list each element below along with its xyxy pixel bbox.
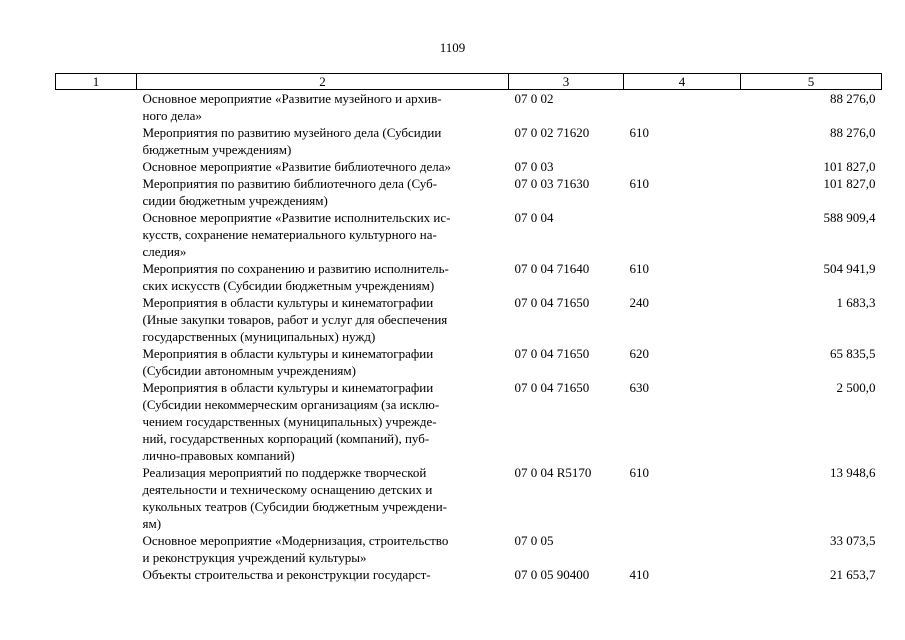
row-name-line: Основное мероприятие «Развитие музейного и архив- bbox=[142, 91, 442, 106]
row-name-line: сидии бюджетным учреждениям) bbox=[142, 193, 328, 208]
row-code-cell: 07 0 02 71620 bbox=[514, 125, 590, 140]
row-amount-cell: 65 835,5 bbox=[830, 346, 876, 361]
row-name-cell bbox=[137, 175, 509, 209]
row-index-cell bbox=[56, 209, 137, 260]
row-name-line: Объекты строительства и реконструкции государст- bbox=[142, 567, 431, 582]
header-row bbox=[56, 74, 882, 90]
row-name-cell bbox=[137, 532, 509, 566]
row-amount-cell: 588 909,4 bbox=[823, 210, 876, 225]
row-index-cell bbox=[56, 464, 137, 532]
row-amount-cell: 2 500,0 bbox=[836, 380, 876, 395]
row-name-line: (Субсидии автономным учреждениям) bbox=[142, 363, 356, 378]
row-name-line: Реализация мероприятий по поддержке творческой bbox=[142, 465, 427, 480]
row-name-line: Основное мероприятие «Модернизация, строительство bbox=[142, 533, 449, 548]
row-name-cell bbox=[137, 345, 509, 379]
table-row bbox=[56, 124, 882, 158]
row-expense-type-cell: 610 bbox=[629, 176, 649, 191]
row-index-cell bbox=[56, 158, 137, 175]
row-expense-type-cell: 610 bbox=[629, 125, 649, 140]
row-name-cell bbox=[137, 379, 509, 464]
row-index-cell bbox=[56, 532, 137, 566]
row-code-cell: 07 0 04 bbox=[514, 210, 554, 225]
row-name-line: Мероприятия в области культуры и кинематографии bbox=[142, 346, 434, 361]
row-name-line: деятельности и техническому оснащению детских и bbox=[142, 482, 433, 497]
row-code-cell: 07 0 03 bbox=[514, 159, 554, 174]
row-amount-cell: 88 276,0 bbox=[830, 91, 876, 106]
row-amount-cell: 101 827,0 bbox=[823, 176, 876, 191]
row-code-cell: 07 0 05 bbox=[514, 533, 554, 548]
row-name-line: ям) bbox=[142, 516, 162, 531]
table-row bbox=[56, 175, 882, 209]
row-expense-type-cell bbox=[624, 158, 741, 175]
row-name-cell bbox=[137, 566, 509, 583]
row-code-cell: 07 0 04 R5170 bbox=[514, 465, 592, 480]
row-amount-cell: 21 653,7 bbox=[830, 567, 876, 582]
row-name-line: кусств, сохранение нематериального культурного на- bbox=[142, 227, 437, 242]
table-row bbox=[56, 209, 882, 260]
row-name-line: ских искусств (Субсидии бюджетным учреждениям) bbox=[142, 278, 435, 293]
column-header-1: 1 bbox=[56, 74, 137, 90]
row-name-line: (Субсидии некоммерческим организациям (за исклю- bbox=[142, 397, 440, 412]
row-index-cell bbox=[56, 124, 137, 158]
row-name-line: Основное мероприятие «Развитие исполнительских ис- bbox=[142, 210, 451, 225]
row-name-line: кукольных театров (Субсидии бюджетным учреждени- bbox=[142, 499, 447, 514]
table-row bbox=[56, 90, 882, 125]
row-code-cell: 07 0 04 71640 bbox=[514, 261, 590, 276]
row-amount-cell: 33 073,5 bbox=[830, 533, 876, 548]
row-expense-type-cell bbox=[624, 532, 741, 566]
row-name-cell bbox=[137, 260, 509, 294]
row-index-cell bbox=[56, 566, 137, 583]
row-amount-cell: 1 683,3 bbox=[836, 295, 876, 310]
row-code-cell: 07 0 02 bbox=[514, 91, 554, 106]
column-header-2: 2 bbox=[137, 74, 509, 90]
row-name-cell bbox=[137, 464, 509, 532]
row-name-line: бюджетным учреждениям) bbox=[142, 142, 292, 157]
table-row bbox=[56, 260, 882, 294]
row-name-line: и реконструкция учреждений культуры» bbox=[142, 550, 367, 565]
row-amount-cell: 504 941,9 bbox=[823, 261, 876, 276]
row-name-cell bbox=[137, 90, 509, 125]
row-name-line: лично-правовых компаний) bbox=[142, 448, 295, 463]
row-name-cell bbox=[137, 209, 509, 260]
row-expense-type-cell: 410 bbox=[629, 567, 649, 582]
row-code-cell: 07 0 05 90400 bbox=[514, 567, 590, 582]
budget-table bbox=[55, 73, 882, 583]
row-name-cell bbox=[137, 294, 509, 345]
row-index-cell bbox=[56, 260, 137, 294]
row-expense-type-cell: 610 bbox=[629, 465, 649, 480]
row-name-line: (Иные закупки товаров, работ и услуг для обеспечения bbox=[142, 312, 448, 327]
row-amount-cell: 13 948,6 bbox=[830, 465, 876, 480]
row-expense-type-cell: 630 bbox=[629, 380, 649, 395]
row-amount-cell: 88 276,0 bbox=[830, 125, 876, 140]
row-name-line: ного дела» bbox=[142, 108, 202, 123]
row-name-line: Мероприятия по развитию музейного дела (Субсидии bbox=[142, 125, 442, 140]
row-amount-cell: 101 827,0 bbox=[823, 159, 876, 174]
row-name-line: ний, государственных корпораций (компаний), пуб- bbox=[142, 431, 430, 446]
table-row bbox=[56, 464, 882, 532]
row-expense-type-cell bbox=[624, 209, 741, 260]
column-header-4: 4 bbox=[624, 74, 741, 90]
column-header-5: 5 bbox=[741, 74, 882, 90]
row-expense-type-cell bbox=[624, 90, 741, 125]
row-code-cell: 07 0 04 71650 bbox=[514, 380, 590, 395]
row-name-line: Мероприятия по развитию библиотечного дела (Суб- bbox=[142, 176, 438, 191]
row-index-cell bbox=[56, 294, 137, 345]
row-expense-type-cell: 620 bbox=[629, 346, 649, 361]
row-name-line: Мероприятия в области культуры и кинематографии bbox=[142, 295, 434, 310]
row-name-line: Мероприятия в области культуры и кинематографии bbox=[142, 380, 434, 395]
table-row bbox=[56, 294, 882, 345]
row-expense-type-cell: 240 bbox=[629, 295, 649, 310]
table-body bbox=[56, 90, 882, 584]
row-name-line: Основное мероприятие «Развитие библиотечного дела» bbox=[142, 159, 451, 174]
row-name-line: следия» bbox=[142, 244, 187, 259]
row-name-line: государственных (муниципальных) нужд) bbox=[142, 329, 376, 344]
row-code-cell: 07 0 04 71650 bbox=[514, 346, 590, 361]
row-name-cell bbox=[137, 124, 509, 158]
row-code-cell: 07 0 04 71650 bbox=[514, 295, 590, 310]
table-row bbox=[56, 566, 882, 583]
table-row bbox=[56, 379, 882, 464]
row-name-line: Мероприятия по сохранению и развитию исполнитель- bbox=[142, 261, 449, 276]
row-name-cell bbox=[137, 158, 509, 175]
row-index-cell bbox=[56, 345, 137, 379]
page-number: 1109 bbox=[439, 40, 466, 55]
table-row bbox=[56, 158, 882, 175]
row-expense-type-cell: 610 bbox=[629, 261, 649, 276]
column-header-3: 3 bbox=[509, 74, 624, 90]
row-index-cell bbox=[56, 175, 137, 209]
row-code-cell: 07 0 03 71630 bbox=[514, 176, 590, 191]
table-row bbox=[56, 345, 882, 379]
row-index-cell bbox=[56, 90, 137, 125]
row-index-cell bbox=[56, 379, 137, 464]
table-row bbox=[56, 532, 882, 566]
row-name-line: чением государственных (муниципальных) учрежде- bbox=[142, 414, 437, 429]
